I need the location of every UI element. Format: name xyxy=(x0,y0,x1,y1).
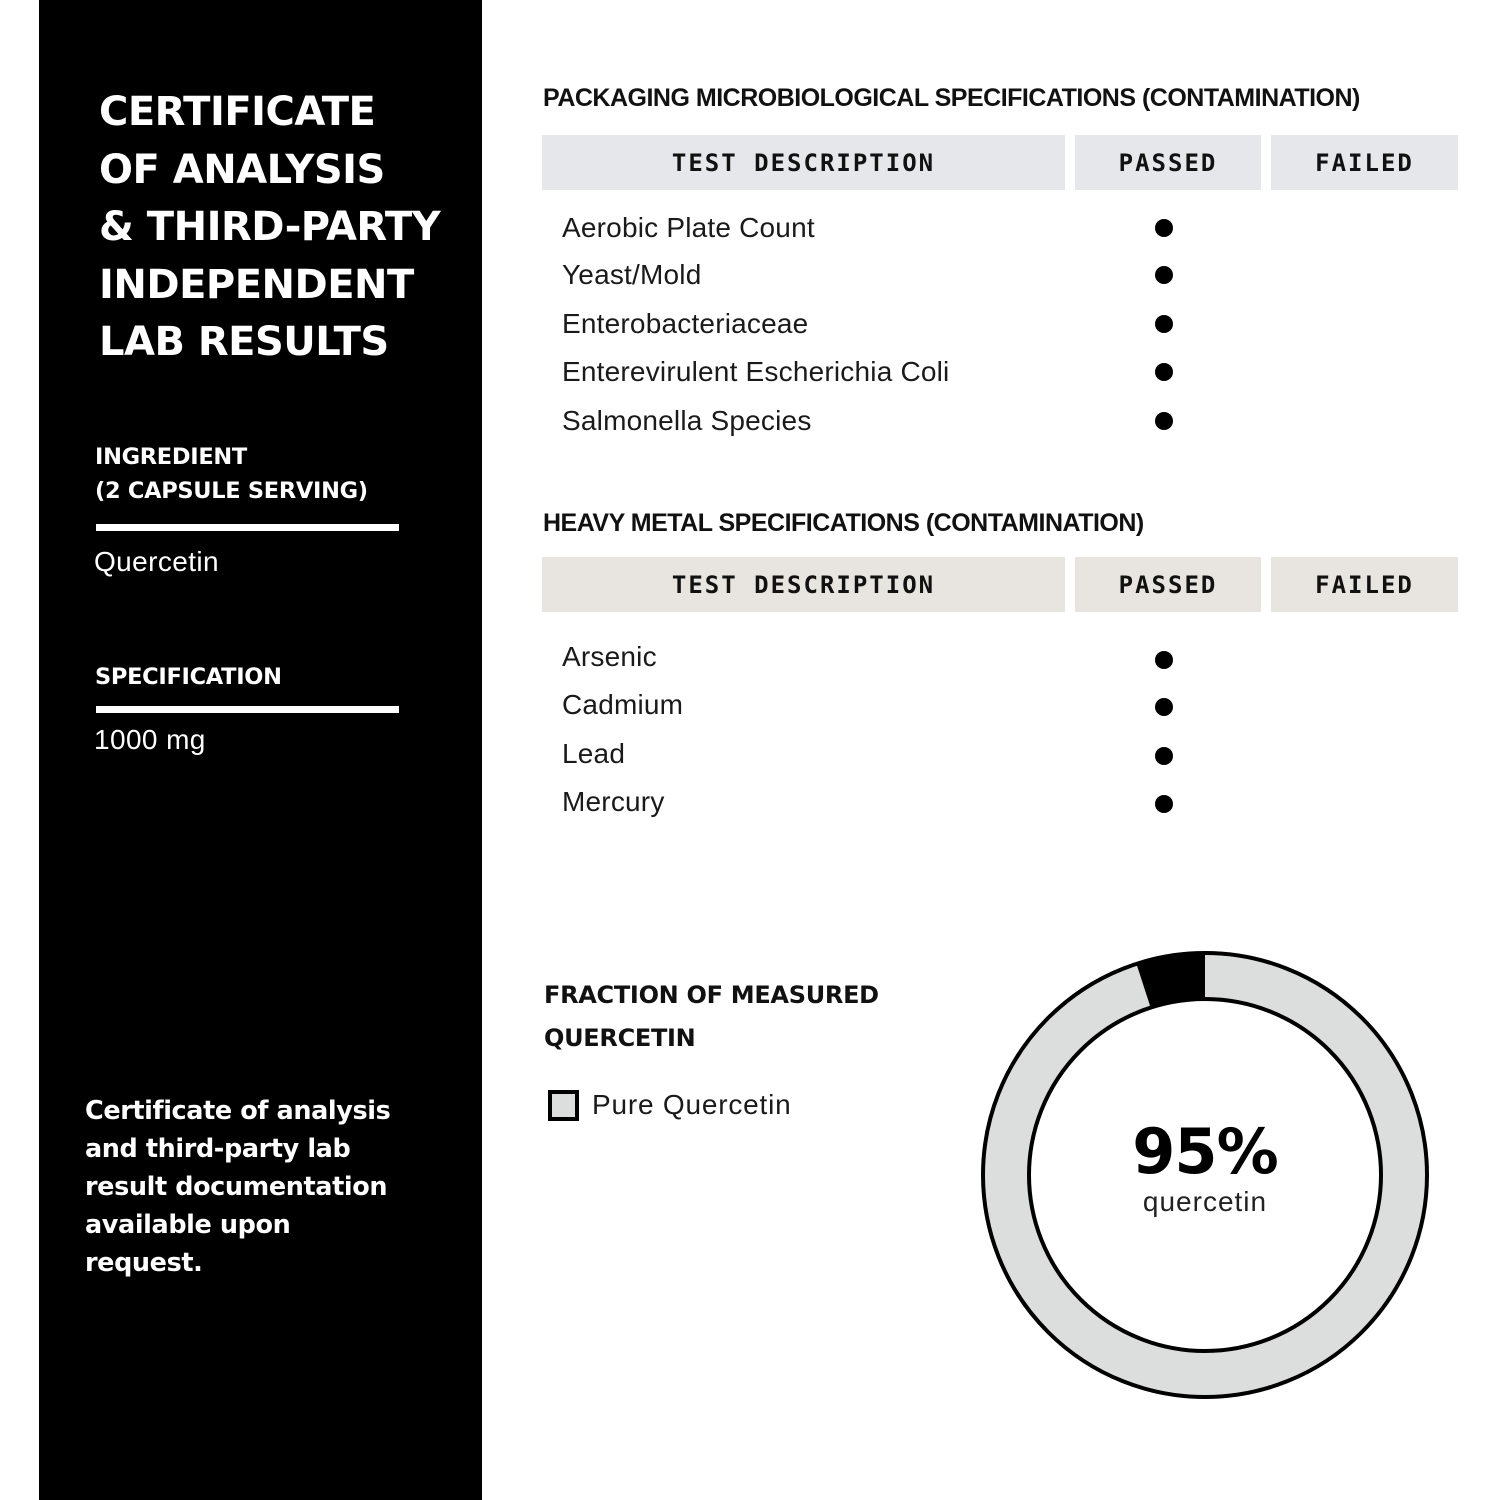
title-line: INDEPENDENT xyxy=(99,261,414,308)
legend-label: Pure Quercetin xyxy=(592,1089,792,1120)
microbiological-section-title: PACKAGING MICROBIOLOGICAL SPECIFICATIONS (CONTAMINATION) xyxy=(543,84,1360,112)
column-header-test-description: TEST DESCRIPTION xyxy=(542,135,1065,190)
ingredient-label xyxy=(95,440,368,508)
table-row xyxy=(562,208,1462,248)
table-row xyxy=(562,734,1462,774)
fraction-title-line: QUERCETIN xyxy=(544,1024,696,1052)
passed-dot-icon xyxy=(1155,219,1173,237)
legend-swatch-icon xyxy=(548,1090,579,1121)
test-name: Arsenic xyxy=(562,641,657,672)
specification-value: 1000 mg xyxy=(94,724,206,755)
column-header-failed: FAILED xyxy=(1271,557,1458,612)
title-line: & THIRD-PARTY xyxy=(99,204,441,250)
ingredient-value: Quercetin xyxy=(94,546,219,577)
ingredient-label-line: INGREDIENT xyxy=(95,444,247,470)
percentage-value: 95% xyxy=(1132,1115,1278,1188)
test-name: Salmonella Species xyxy=(562,405,812,436)
fraction-section-title xyxy=(544,974,964,1060)
passed-dot-icon xyxy=(1155,747,1173,765)
passed-dot-icon xyxy=(1155,651,1173,669)
note-line: request. xyxy=(85,1248,203,1278)
ingredient-divider xyxy=(96,524,399,531)
table-row xyxy=(562,255,1462,295)
test-name: Enterevirulent Escherichia Coli xyxy=(562,356,950,387)
title-line: CERTIFICATE xyxy=(99,89,376,135)
passed-dot-icon xyxy=(1155,698,1173,716)
specification-label-text: SPECIFICATION xyxy=(95,664,282,690)
page-title xyxy=(99,84,469,372)
passed-dot-icon xyxy=(1155,412,1173,430)
test-name: Lead xyxy=(562,738,626,769)
note-line: available upon xyxy=(85,1210,291,1240)
title-line: LAB RESULTS xyxy=(99,319,389,365)
passed-dot-icon xyxy=(1155,795,1173,813)
table-row xyxy=(562,685,1462,725)
table-row xyxy=(562,352,1462,392)
percentage-caption: quercetin xyxy=(1142,1186,1268,1217)
donut-center-label xyxy=(980,950,1430,1400)
table-row xyxy=(562,401,1462,441)
summary-panel xyxy=(39,0,482,1500)
test-name: Enterobacteriaceae xyxy=(562,308,809,339)
column-header-test-description: TEST DESCRIPTION xyxy=(542,557,1065,612)
test-name: Yeast/Mold xyxy=(562,259,702,290)
column-header-passed: PASSED xyxy=(1075,557,1261,612)
column-header-passed: PASSED xyxy=(1075,135,1261,190)
table-row xyxy=(562,782,1462,822)
heavy-metal-section-title: HEAVY METAL SPECIFICATIONS (CONTAMINATION) xyxy=(543,509,1144,537)
note-line: and third-party lab xyxy=(85,1134,351,1164)
passed-dot-icon xyxy=(1155,315,1173,333)
specification-label xyxy=(95,660,282,694)
note-line: result documentation xyxy=(85,1172,388,1202)
ingredient-label-line: (2 CAPSULE SERVING) xyxy=(95,478,368,504)
fraction-title-line: FRACTION OF MEASURED xyxy=(544,981,879,1009)
quercetin-donut-chart xyxy=(980,950,1430,1400)
availability-note xyxy=(85,1092,445,1282)
title-line: OF ANALYSIS xyxy=(99,146,385,193)
table-row xyxy=(562,304,1462,344)
table-row xyxy=(562,637,1462,677)
column-header-failed: FAILED xyxy=(1271,135,1458,190)
specification-divider xyxy=(96,706,399,713)
chart-legend xyxy=(548,1089,792,1121)
test-name: Cadmium xyxy=(562,689,684,720)
passed-dot-icon xyxy=(1155,266,1173,284)
passed-dot-icon xyxy=(1155,363,1173,381)
note-line: Certificate of analysis xyxy=(85,1096,391,1126)
test-name: Mercury xyxy=(562,786,665,817)
test-name: Aerobic Plate Count xyxy=(562,212,815,243)
